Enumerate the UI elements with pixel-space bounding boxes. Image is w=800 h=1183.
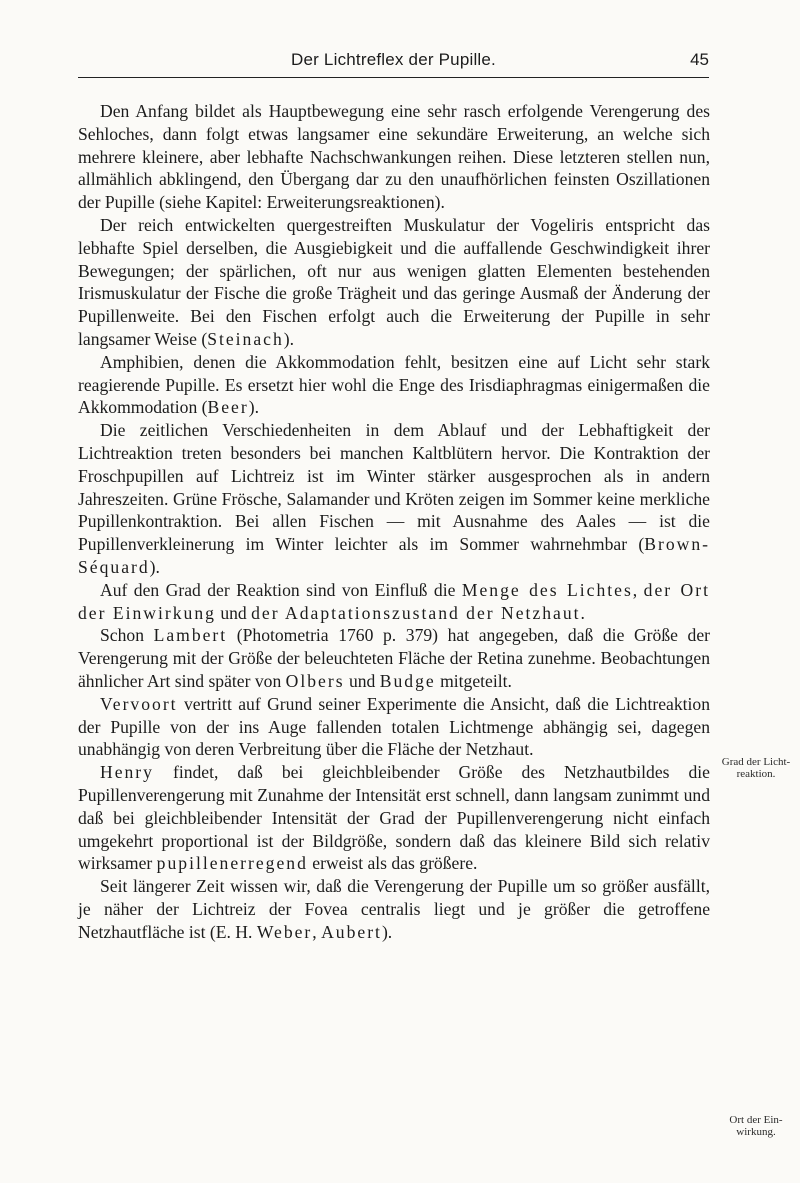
paragraph-text: Die zeitlichen Verschiedenheiten in dem Ablauf und der Lebhaftigkeit der Lichtreaktion treten besonders bei manchen Kaltblütern hervor. Die Kontraktion der Froschpupillen auf Lichtreiz ist im Winter stärker ausgesprochen als in andern Jahreszeiten. Grüne Frösche, Salamander und Kröten zeigen im Sommer keine merkliche Pupillenkontraktion. Bei allen Fischen — mit Ausnahme des Aales — ist die Pupillenverkleinerung im Winter leichter als im Sommer wahrnehmbar ( (78, 420, 710, 555)
paragraph-text: ). (149, 556, 160, 577)
paragraph-text: ). (248, 397, 259, 418)
author-citation: Weber (256, 921, 313, 942)
paragraph-lambert (78, 624, 710, 692)
paragraph-text: Den Anfang bildet als Hauptbewegung eine sehr rasch erfolgende Verengerung des Sehloches, dann folgt etwas langsamer eine sekundäre Erweiterung, an welche sich mehrere kleinere, aber lebhafte Nachschwankungen reihen. Diese letzteren stellen nun, allmählich abklingend, den Übergang dar zu den unaufhörlichen feinsten Oszillationen der Pupille (siehe Kapitel: Erweiterungsreaktionen). (78, 101, 710, 213)
body-text (78, 100, 710, 943)
spaced-term: pupillenerregend (156, 853, 308, 874)
paragraph-text: Seit längerer Zeit wissen wir, daß die Verengerung der Pupille um so größer ausfällt, je näher der Lichtreiz der Fovea centralis liegt und je größer die getroffene Netzhautfläche ist (E. H. (78, 876, 710, 942)
paragraph-text: und (215, 602, 252, 623)
margin-note-ort: Ort der Ein-wirkung. (729, 1114, 783, 1138)
paragraph-text: ). (283, 328, 295, 349)
paragraph-text: . (580, 602, 585, 623)
paragraph-text: und (344, 670, 380, 691)
author-citation: Steinach (207, 328, 284, 349)
paragraph-grad-der-reaktion (78, 579, 710, 625)
paragraph-text: ). (381, 921, 393, 942)
paragraph-amphibien (78, 351, 710, 419)
paragraph-text: Der reich entwickelten quergestreiften Muskulatur der Vogeliris entspricht das lebhafte Spiel derselben, die Ausgiebigkeit und die auffallende Geschwindigkeit ihrer Bewegungen; der spärlichen, oft nur aus wenigen glatten Elementen bestehenden Irismuskulatur der Fische die große Trägheit und das geringe Ausmaß der Änderung der Pupillenweite. Bei den Fischen erfolgt auch die Erweiterung der Pupille in sehr langsamer Weise ( (78, 214, 710, 349)
author-citation: Budge (379, 670, 436, 691)
paragraph-vervoort (78, 693, 710, 761)
paragraph-text: (Photometria 1760 p. 379) hat angegeben, daß die Größe der Verengerung mit der Größe der beleuchteten Fläche der Retina zunehme. Beobachtungen ähnlicher Art sind später von (78, 625, 710, 691)
paragraph-text: , (312, 921, 322, 942)
author-citation: Henry (100, 762, 154, 783)
spaced-term: Menge des Lichtes (461, 579, 633, 600)
margin-note-grad: Grad der Licht-reaktion. (721, 756, 791, 780)
paragraph-text: Schon (100, 625, 154, 646)
paragraph-text: Amphibien, denen die Akkommodation fehlt, besitzen eine auf Licht sehr stark reagierende Pupille. Es ersetzt hier wohl die Enge des Irisdiaphragmas einigermaßen die Akkommodation ( (78, 351, 710, 418)
author-citation: Beer (207, 397, 249, 418)
paragraph-hauptbewegung (78, 100, 710, 214)
paragraph-vogeliris (78, 214, 710, 351)
author-citation: Vervoort (100, 693, 178, 714)
author-citation: Brown-Séquard (78, 534, 710, 577)
paragraph-text: findet, daß bei gleichbleibender Größe des Netzhautbildes die Pupillenverengerung mit Zunahme der Intensität erst schnell, dann langsam zunimmt und daß bei gleichbleibender Intensität der Grad der Pupillenverengerung nicht einfach umgekehrt proportional ist der Bildgröße, sondern daß das kleinere Bild sich relativ wirksamer (78, 762, 710, 874)
paragraph-text: erweist als das größere. (307, 853, 478, 874)
page-number: 45 (690, 50, 709, 69)
paragraph-text: , (632, 579, 644, 600)
header-rule (78, 77, 709, 78)
author-citation: Olbers (285, 670, 345, 691)
spaced-term: der Adaptationszustand der Netzhaut (251, 602, 581, 623)
author-citation: Aubert (321, 921, 382, 942)
paragraph-kaltbluter (78, 419, 710, 579)
paragraph-text: mitgeteilt. (435, 670, 512, 691)
paragraph-text: vertritt auf Grund seiner Experimente die Ansicht, daß die Lichtreaktion der Pupille von der ins Auge fallenden totalen Lichtmenge abhängig sei, dagegen unabhängig von deren Verbreitung über die Fläche der Netzhaut. (78, 693, 710, 760)
paragraph-henry (78, 761, 710, 875)
spaced-term: der Ort der Einwirkung (78, 579, 710, 623)
paragraph-text: Auf den Grad der Reaktion sind von Einfluß die (100, 579, 462, 600)
author-citation: Lambert (153, 625, 228, 646)
paragraph-fovea (78, 875, 710, 943)
running-title: Der Lichtreflex der Pupille. (291, 50, 496, 69)
page-header (78, 44, 709, 80)
